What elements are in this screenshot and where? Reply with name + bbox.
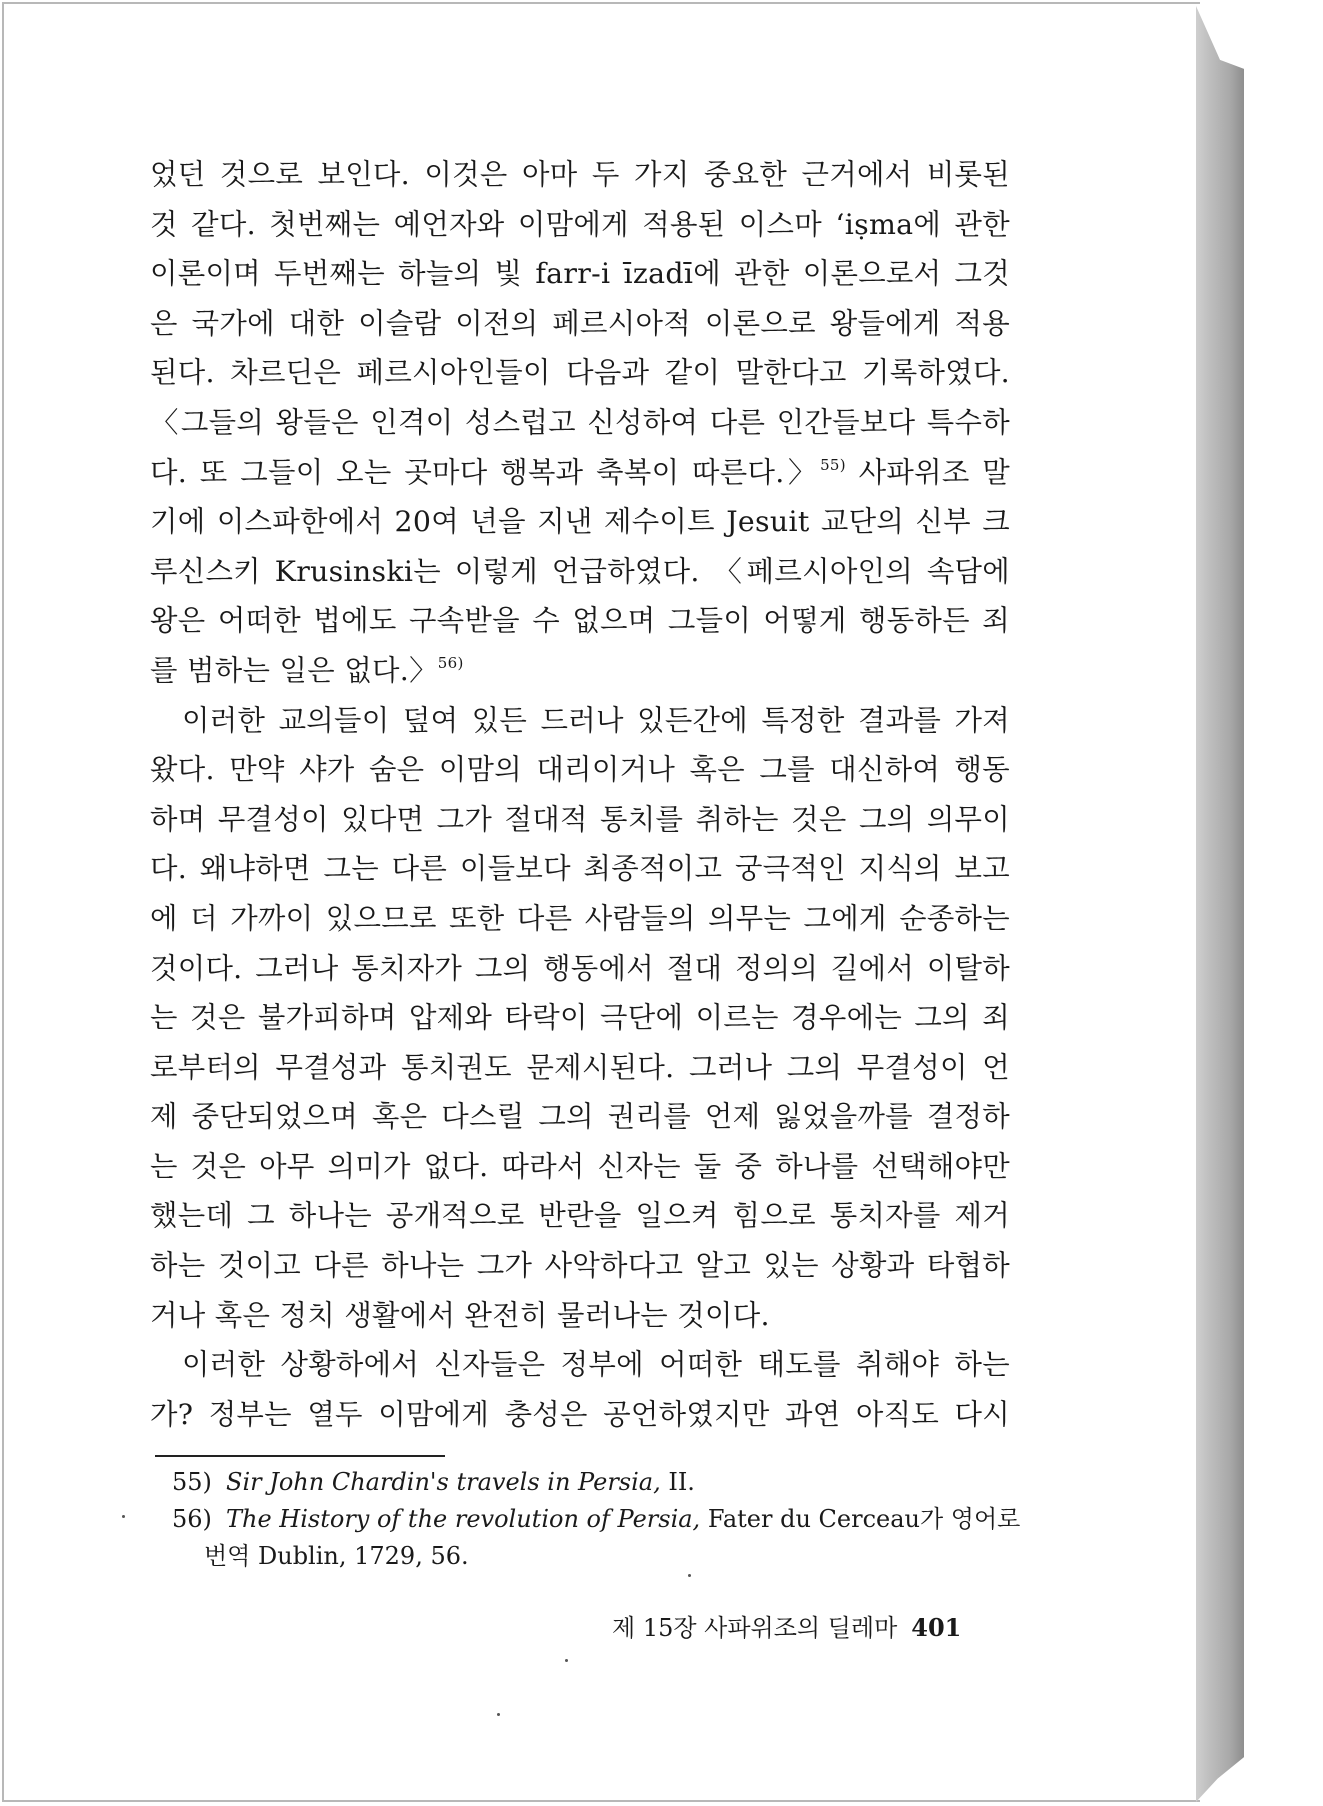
text-segment: 를 범하는 일은 없다.〉: [150, 653, 438, 687]
text-line: 었던 것으로 보인다. 이것은 아마 두 가지 중요한 근거에서 비롯된: [150, 158, 1010, 191]
scan-speck: [497, 1713, 500, 1716]
scan-speck: [688, 1574, 691, 1577]
text-line: 했는데 그 하나는 공개적으로 반란을 일으켜 힘으로 통치자를 제거: [150, 1199, 1010, 1233]
text-line: 이러한 교의들이 덮여 있든 드러나 있든간에 특정한 결과를 가져: [182, 703, 1010, 737]
footnote-number: 55): [172, 1468, 212, 1496]
text-segment: 다. 또 그들이 오는 곳마다 행복과 축복이 따른다.〉: [150, 455, 821, 489]
text-line: 이러한 상황하에서 신자들은 정부에 어떠한 태도를 취해야 하는: [182, 1348, 1010, 1382]
text-line: 는 것은 아무 의미가 없다. 따라서 신자는 둘 중 하나를 선택해야만: [150, 1149, 1010, 1183]
body-text: [150, 150, 1010, 1439]
text-line: 루신스키 Krusinski는 이렇게 언급하였다. 〈페르시아인의 속담에: [150, 554, 1010, 588]
text-line: 것이다. 그러나 통치자가 그의 행동에서 절대 정의의 길에서 이탈하: [150, 951, 1010, 985]
text-line: 로부터의 무결성과 통치권도 문제시된다. 그러나 그의 무결성이 언: [150, 1050, 1010, 1084]
text-line-with-footnote-ref: [150, 448, 1010, 498]
text-line: 왔다. 만약 샤가 숨은 이맘의 대리이거나 혹은 그를 대신하여 행동: [150, 753, 1010, 787]
text-line: 에 더 가까이 있으므로 또한 다른 사람들의 의무는 그에게 순종하는: [150, 901, 1010, 935]
footnote-text: II.: [660, 1468, 695, 1496]
footnote-title: Sir John Chardin's travels in Persia,: [226, 1468, 661, 1496]
footnote-divider: [155, 1455, 445, 1457]
footnote-56-continuation: 번역 Dublin, 1729, 56.: [204, 1542, 469, 1570]
text-line: 거나 혹은 정치 생활에서 완전히 물러나는 것이다.: [150, 1298, 770, 1332]
text-line: 는 것은 불가피하며 압제와 타락이 극단에 이르는 경우에는 그의 죄: [150, 1001, 1010, 1035]
text-line-with-footnote-ref: [150, 646, 1010, 696]
text-line: 가? 정부는 열두 이맘에게 충성은 공언하였지만 과연 아직도 다시: [150, 1397, 1010, 1431]
text-line: 하는 것이고 다른 하나는 그가 사악하다고 알고 있는 상황과 타협하: [150, 1249, 1010, 1283]
footnote-ref-56: 56): [437, 653, 464, 672]
footnote-title: The History of the revolution of Persia,: [226, 1505, 701, 1533]
scan-speck: [122, 1515, 125, 1518]
text-line: 왕은 어떠한 법에도 구속받을 수 없으며 그들이 어떻게 행동하든 죄: [150, 604, 1010, 638]
text-line: 된다. 차르딘은 페르시아인들이 다음과 같이 말한다고 기록하였다.: [150, 356, 1010, 390]
running-footer: [612, 1608, 961, 1643]
text-line: 〈그들의 왕들은 인격이 성스럽고 신성하여 다른 인간들보다 특수하: [150, 405, 1010, 439]
text-line: 다. 왜냐하면 그는 다른 이들보다 최종적이고 궁극적인 지식의 보고: [150, 852, 1010, 886]
footnotes: [172, 1464, 1021, 1575]
page-number: 401: [911, 1613, 962, 1642]
chapter-title: 제 15장 사파위조의 딜레마: [612, 1614, 898, 1642]
text-segment: 사파위조 말: [845, 455, 1010, 489]
scan-speck: [565, 1659, 568, 1662]
text-line: 기에 이스파한에서 20여 년을 지낸 제수이트 Jesuit 교단의 신부 크: [150, 505, 1010, 539]
text-line: 은 국가에 대한 이슬람 이전의 페르시아적 이론으로 왕들에게 적용: [150, 306, 1010, 340]
text-line: 것 같다. 첫번째는 예언자와 이맘에게 적용된 이스마 ‘iṣma에 관한: [150, 207, 1010, 241]
footnote-text: Fater du Cerceau가 영어로: [700, 1505, 1021, 1533]
footnote-number: 56): [172, 1505, 212, 1533]
footnote-56: [172, 1501, 1021, 1538]
page-stack-edge: [1196, 6, 1244, 1802]
footnote-55: [172, 1464, 1012, 1501]
footnote-ref-55: 55): [820, 455, 846, 474]
text-line: 제 중단되었으며 혹은 다스릴 그의 권리를 언제 잃었을까를 결정하: [150, 1100, 1010, 1134]
text-line: 하며 무결성이 있다면 그가 절대적 통치를 취하는 것은 그의 의무이: [150, 802, 1010, 836]
text-line: 이론이며 두번째는 하늘의 빛 farr-i īzadī에 관한 이론으로서 그것: [150, 257, 1010, 291]
